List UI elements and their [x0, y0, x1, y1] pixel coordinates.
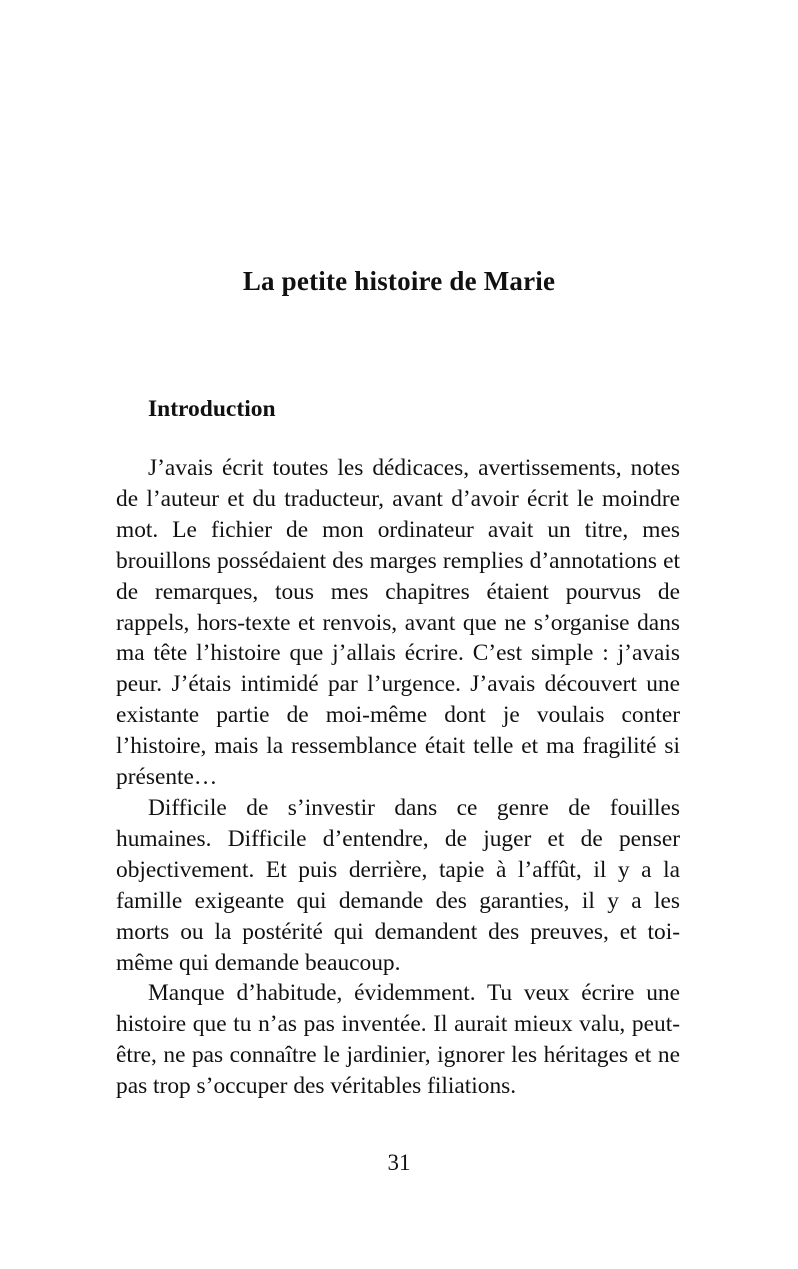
page-number: 31: [387, 1150, 411, 1175]
chapter-title: La petite histoire de Marie: [242, 266, 556, 296]
paragraph-2: Difficile de s’investir dans ce genre de fouilles humaines. Difficile d’entendre, de juger et de penser objectivement. Et puis derrière, tapie à l’affût, il y a la famille exigeante qui demande des garanties, il y a les morts ou la postérité qui demandent des preuves, et toi-même qui demande beaucoup.: [116, 794, 680, 976]
section-heading: Introduction: [148, 396, 276, 422]
paragraph-1: J’avais écrit toutes les dédicaces, avertissements, notes de l’auteur et du traducteur, avant d’avoir écrit le moindre mot. Le fichier de mon ordinateur avait un titre, mes brouillons possédaient des marges remplies d’annotations et de remarques, tous mes chapitres étaient pourvus de rappels, hors-texte et renvois, avant que ne s’organise dans ma tête l’histoire que j’allais écrire. C’est simple : j’avais peur. J’étais intimidé par l’urgence. J’avais découvert une existante partie de moi-même dont je voulais conter l’histoire, mais la ressemblance était telle et ma fragilité si présente…: [116, 455, 680, 791]
paragraph-3: Manque d’habitude, évidemment. Tu veux écrire une histoire que tu n’as pas inventée. Il aurait mieux valu, peut-être, ne pas connaître le jardinier, ignorer les héritages et ne pas trop s’occuper des véritables filiations.: [116, 980, 680, 1100]
body-text: [116, 453, 680, 1102]
